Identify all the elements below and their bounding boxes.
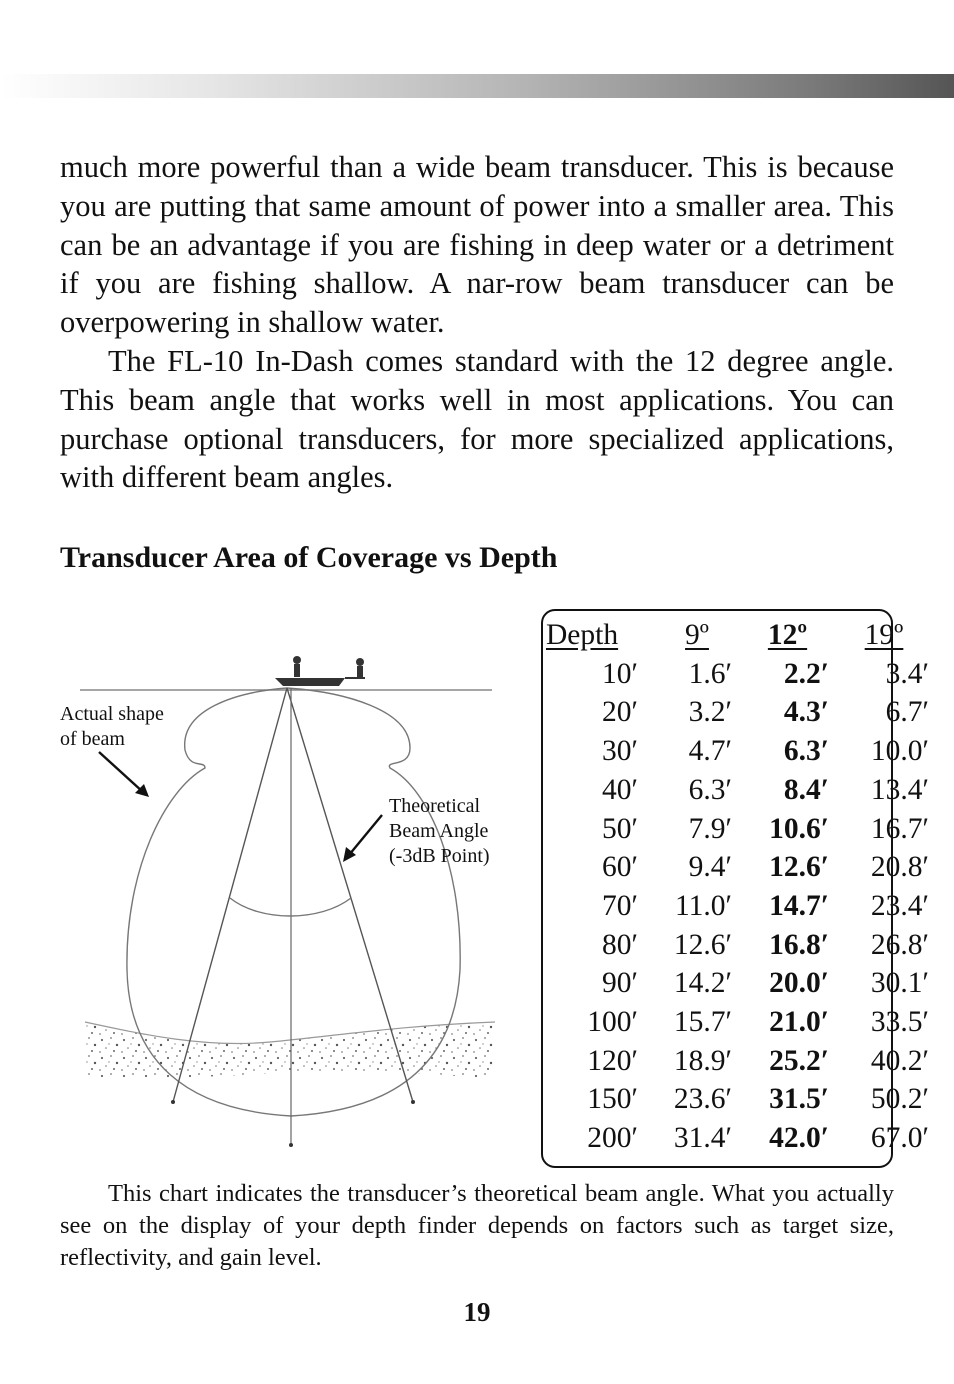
nineteen-degree-cell: 10.0′ <box>870 735 929 768</box>
twelve-degree-cell: 2.2′ <box>783 657 829 690</box>
nineteen-degree-cell: 6.7′ <box>885 696 929 729</box>
twelve-degree-cell: 42.0′ <box>769 1122 829 1155</box>
nineteen-degree-cell: 50.2′ <box>870 1083 929 1116</box>
depth-cell: 200′ <box>587 1122 638 1155</box>
table-header-row <box>546 616 941 655</box>
theoretical-label-line1: Theoretical <box>389 795 481 817</box>
twelve-degree-cell: 20.0′ <box>769 967 829 1000</box>
header-19-degree: 19º <box>864 619 904 651</box>
twelve-degree-cell: 12.6′ <box>769 851 829 884</box>
sea-bottom-sand <box>85 1022 495 1080</box>
depth-cell: 50′ <box>602 812 638 845</box>
chart-caption: This chart indicates the transducer’s theoretical beam angle. What you actually see on the display of your depth finder depends on factors such as target size, reflectivity, and gain level. <box>60 1180 894 1272</box>
table-row <box>546 771 941 810</box>
nine-degree-cell: 9.4′ <box>688 851 732 884</box>
depth-cell: 20′ <box>602 696 638 729</box>
page-number: 19 <box>463 1297 491 1327</box>
twelve-degree-cell: 10.6′ <box>769 812 829 845</box>
nine-degree-cell: 1.6′ <box>688 657 732 690</box>
table-row <box>546 1003 941 1042</box>
body-paragraph-2: The FL-10 In-Dash comes standard with the 12 degree angle. This beam angle that works well in most applications. You can purchase optional transducers, for more specialized applications, with different beam angles. <box>60 343 894 495</box>
coverage-table <box>546 616 941 1158</box>
nine-degree-cell: 12.6′ <box>673 928 732 961</box>
table-row <box>546 848 941 887</box>
table-row <box>546 964 941 1003</box>
depth-cell: 60′ <box>602 851 638 884</box>
table-row <box>546 810 941 849</box>
body-paragraph-1: much more powerful than a wide beam transducer. This is because you are putting that same amount of power into a smaller area. This can be an advantage if you are fishing in deep water or a detriment if you are fishing shallow. A nar-row beam transducer can be overpowering in shallow water. <box>60 150 894 340</box>
table-row <box>546 1119 941 1158</box>
depth-cell: 10′ <box>602 657 638 690</box>
depth-cell: 30′ <box>602 735 638 768</box>
header-12-degree: 12º <box>767 619 808 651</box>
depth-cell: 70′ <box>602 889 638 922</box>
nineteen-degree-cell: 13.4′ <box>870 773 929 806</box>
boat-icon <box>275 656 365 686</box>
twelve-degree-cell: 21.0′ <box>769 1006 829 1039</box>
depth-cell: 80′ <box>602 928 638 961</box>
twelve-degree-cell: 25.2′ <box>769 1044 829 1077</box>
actual-shape-label-line2: of beam <box>60 728 125 750</box>
nineteen-degree-cell: 67.0′ <box>870 1122 929 1155</box>
nineteen-degree-cell: 20.8′ <box>870 851 929 884</box>
section-heading: Transducer Area of Coverage vs Depth <box>60 541 558 574</box>
actual-shape-label-line1: Actual shape <box>60 703 164 725</box>
nine-degree-cell: 3.2′ <box>688 696 732 729</box>
nineteen-degree-cell: 33.5′ <box>870 1006 929 1039</box>
nine-degree-cell: 14.2′ <box>673 967 732 1000</box>
theoretical-label-line2: Beam Angle <box>389 820 489 842</box>
nineteen-degree-cell: 26.8′ <box>870 928 929 961</box>
nine-degree-cell: 7.9′ <box>688 812 732 845</box>
twelve-degree-cell: 31.5′ <box>769 1083 829 1116</box>
twelve-degree-cell: 8.4′ <box>783 773 829 806</box>
table-row <box>546 926 941 965</box>
table-row <box>546 655 941 694</box>
header-9-degree: 9º <box>685 619 709 651</box>
theoretical-angle-arrow-icon <box>343 815 382 862</box>
table-row <box>546 1042 941 1081</box>
nine-degree-cell: 4.7′ <box>688 735 732 768</box>
nine-degree-cell: 18.9′ <box>673 1044 732 1077</box>
header-gradient-bar <box>0 74 954 98</box>
nineteen-degree-cell: 16.7′ <box>870 812 929 845</box>
table-body <box>546 655 941 1158</box>
theoretical-beam-label <box>389 794 490 869</box>
table-row <box>546 887 941 926</box>
depth-cell: 40′ <box>602 773 638 806</box>
body-text <box>60 148 894 497</box>
nineteen-degree-cell: 23.4′ <box>870 889 929 922</box>
nine-degree-cell: 6.3′ <box>688 773 732 806</box>
depth-cell: 120′ <box>587 1044 638 1077</box>
twelve-degree-cell: 14.7′ <box>769 889 829 922</box>
table-row <box>546 693 941 732</box>
nine-degree-cell: 15.7′ <box>673 1006 732 1039</box>
nine-degree-cell: 31.4′ <box>673 1122 732 1155</box>
depth-cell: 150′ <box>587 1083 638 1116</box>
nineteen-degree-cell: 30.1′ <box>870 967 929 1000</box>
theoretical-label-line3: (-3dB Point) <box>389 845 490 867</box>
twelve-degree-cell: 16.8′ <box>769 928 829 961</box>
nineteen-degree-cell: 40.2′ <box>870 1044 929 1077</box>
nine-degree-cell: 11.0′ <box>675 889 732 922</box>
nine-degree-cell: 23.6′ <box>673 1083 732 1116</box>
table-row <box>546 1080 941 1119</box>
nineteen-degree-cell: 3.4′ <box>885 657 929 690</box>
depth-cell: 90′ <box>602 967 638 1000</box>
twelve-degree-cell: 6.3′ <box>783 735 829 768</box>
actual-shape-label <box>60 702 164 752</box>
twelve-degree-cell: 4.3′ <box>783 696 829 729</box>
header-depth: Depth <box>546 619 619 651</box>
depth-cell: 100′ <box>587 1006 638 1039</box>
table-row <box>546 732 941 771</box>
actual-shape-arrow-icon <box>99 752 149 797</box>
beam-angle-left-line <box>173 688 287 1102</box>
